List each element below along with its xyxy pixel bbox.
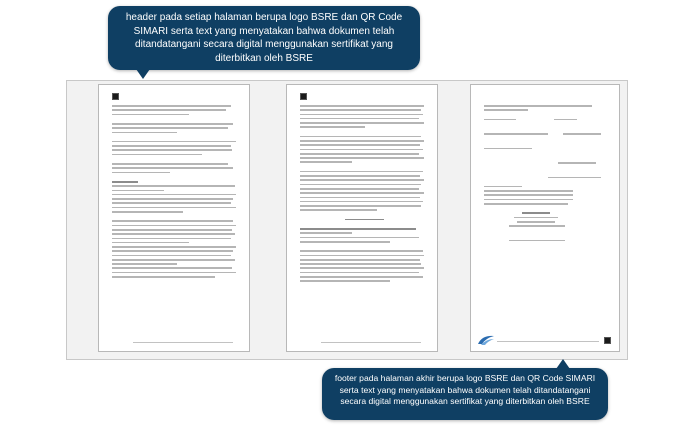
page-footer-text	[133, 342, 233, 343]
footer-annotation-callout	[322, 368, 608, 420]
document-page-1	[98, 84, 250, 352]
document-page-2	[286, 84, 438, 352]
qr-code-icon	[112, 93, 119, 100]
page-body-text	[484, 105, 611, 281]
qr-code-icon	[300, 93, 307, 100]
page-body-text	[300, 105, 429, 329]
page-footer-text	[497, 341, 599, 342]
qr-code-icon	[604, 337, 611, 344]
bsre-logo-icon	[477, 334, 495, 346]
document-page-3	[470, 84, 620, 352]
page-footer-text	[321, 342, 421, 343]
page-body-text	[112, 105, 241, 329]
header-callout-pointer	[136, 69, 150, 79]
header-annotation-text: header pada setiap halaman berupa logo BSRE dan QR Code SIMARI serta text yang menyatakan bahwa dokumen telah ditandatangani secara digital menggunakan sertifikat yang diterbitkan oleh BSRE	[125, 12, 403, 64]
footer-annotation-text: footer pada halaman akhir berupa logo BSRE dan QR Code SIMARI serta text yang menyatakan bahwa dokumen telah ditandatangani secara digital menggunakan sertifikat yang diterbitkan oleh BSRE	[334, 373, 596, 407]
header-annotation-callout	[108, 6, 420, 70]
footer-callout-pointer	[556, 359, 570, 369]
